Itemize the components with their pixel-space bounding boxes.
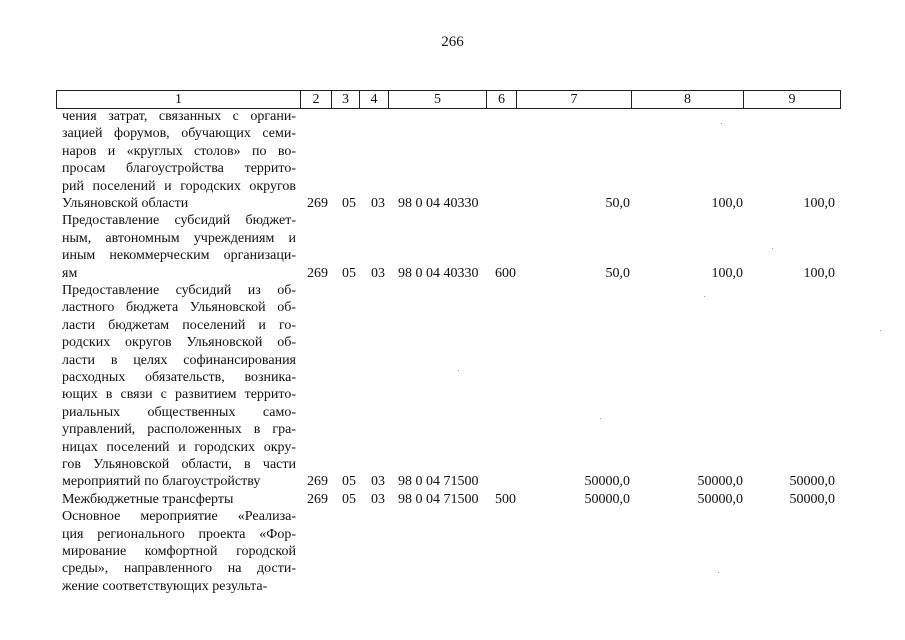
description-line: родских округов Ульяновской об- bbox=[62, 335, 296, 351]
description-line: мирование комфортной городской bbox=[62, 544, 296, 559]
scan-speck bbox=[772, 248, 773, 249]
cell-c3: 05 bbox=[342, 491, 356, 507]
description-line: расходных обязательств, возника- bbox=[62, 370, 296, 386]
header-col-4: 4 bbox=[360, 91, 389, 109]
description-line: среды», направленного на дости- bbox=[62, 561, 296, 577]
table-row bbox=[0, 491, 905, 508]
description-line: ласти бюджетам поселений и го- bbox=[62, 317, 296, 333]
cell-c2: 269 bbox=[307, 196, 328, 211]
cell-c8: 50000,0 bbox=[697, 491, 743, 507]
cell-c6: 500 bbox=[495, 491, 516, 507]
cell-c9: 100,0 bbox=[803, 196, 835, 211]
cell-c7: 50,0 bbox=[605, 265, 630, 281]
description-line: ластного бюджета Ульяновской об- bbox=[62, 300, 296, 316]
table-row bbox=[0, 265, 905, 282]
header-col-8: 8 bbox=[632, 91, 744, 109]
header-col-3: 3 bbox=[332, 91, 360, 109]
description-line: ющих в связи с развитием террито- bbox=[62, 387, 296, 403]
cell-c2: 269 bbox=[307, 474, 328, 490]
cell-c5: 98 0 04 40330 bbox=[398, 196, 479, 211]
header-col-7: 7 bbox=[517, 91, 632, 109]
table-row bbox=[0, 195, 905, 212]
cell-c8: 100,0 bbox=[711, 265, 743, 281]
cell-c4: 03 bbox=[371, 196, 385, 211]
cell-c7: 50000,0 bbox=[584, 491, 630, 507]
cell-c8: 50000,0 bbox=[697, 474, 743, 490]
cell-c8: 100,0 bbox=[711, 196, 743, 211]
header-col-2: 2 bbox=[301, 91, 332, 109]
cell-c7: 50,0 bbox=[605, 196, 630, 211]
cell-c3: 05 bbox=[342, 474, 356, 490]
row-description bbox=[62, 282, 296, 491]
scan-speck bbox=[718, 572, 719, 573]
cell-c2: 269 bbox=[307, 491, 328, 507]
description-line: Предоставление субсидий из об- bbox=[62, 283, 296, 298]
description-line: иным некоммерческим организаци- bbox=[62, 248, 296, 264]
row-description bbox=[62, 508, 296, 595]
cell-c5: 98 0 04 71500 bbox=[398, 491, 479, 507]
header-col-1: 1 bbox=[57, 91, 301, 109]
description-line: Предоставление субсидий бюджет- bbox=[62, 213, 296, 229]
cell-c3: 05 bbox=[342, 196, 356, 211]
cell-c5: 98 0 04 40330 bbox=[398, 265, 479, 281]
cell-c7: 50000,0 bbox=[584, 474, 630, 490]
description-line: Ульяновской области bbox=[62, 196, 189, 212]
cell-c4: 03 bbox=[371, 474, 385, 490]
description-line: ласти в целях софинансирования bbox=[62, 352, 296, 368]
description-line: ция регионального проекта «Фор- bbox=[62, 526, 296, 542]
cell-c5: 98 0 04 71500 bbox=[398, 474, 479, 490]
description-line: ницах поселений и городских окру- bbox=[62, 439, 296, 455]
description-line: Межбюджетные трансферты bbox=[62, 491, 234, 507]
description-line: просам благоустройства террито- bbox=[62, 161, 296, 177]
table-row bbox=[0, 473, 905, 490]
cell-c4: 03 bbox=[371, 265, 385, 281]
cell-c9: 50000,0 bbox=[789, 474, 835, 490]
description-line: жение соответствующих результа- bbox=[62, 578, 268, 594]
cell-c3: 05 bbox=[342, 265, 356, 281]
description-line: гов Ульяновской области, в части bbox=[62, 457, 296, 473]
column-number-header bbox=[56, 90, 841, 109]
scan-speck bbox=[721, 123, 722, 124]
description-line: наров и «круглых столов» по во- bbox=[62, 143, 296, 159]
description-line: мероприятий по благоустройству bbox=[62, 474, 261, 490]
cell-c2: 269 bbox=[307, 265, 328, 281]
description-line: рий поселений и городских округов bbox=[62, 178, 296, 194]
description-line: Основное мероприятие «Реализа- bbox=[62, 509, 296, 525]
header-col-5: 5 bbox=[389, 91, 487, 109]
cell-c9: 50000,0 bbox=[789, 491, 835, 507]
page-number: 266 bbox=[441, 34, 464, 50]
cell-c6: 600 bbox=[495, 265, 516, 281]
description-line: зацией форумов, обучающих семи- bbox=[62, 126, 296, 142]
scan-speck bbox=[704, 296, 705, 297]
scan-speck bbox=[458, 370, 459, 371]
cell-c9: 100,0 bbox=[803, 265, 835, 281]
scan-speck bbox=[600, 418, 601, 419]
description-line: риальных общественных само- bbox=[62, 404, 296, 420]
description-line: чения затрат, связанных с органи- bbox=[62, 109, 296, 124]
description-line: управлений, расположенных в гра- bbox=[62, 422, 296, 438]
header-col-9: 9 bbox=[744, 91, 841, 109]
cell-c4: 03 bbox=[371, 491, 385, 507]
description-line: ным, автономным учреждениям и bbox=[62, 230, 296, 246]
header-col-6: 6 bbox=[487, 91, 517, 109]
scan-speck bbox=[880, 330, 881, 331]
description-line: ям bbox=[62, 265, 78, 281]
